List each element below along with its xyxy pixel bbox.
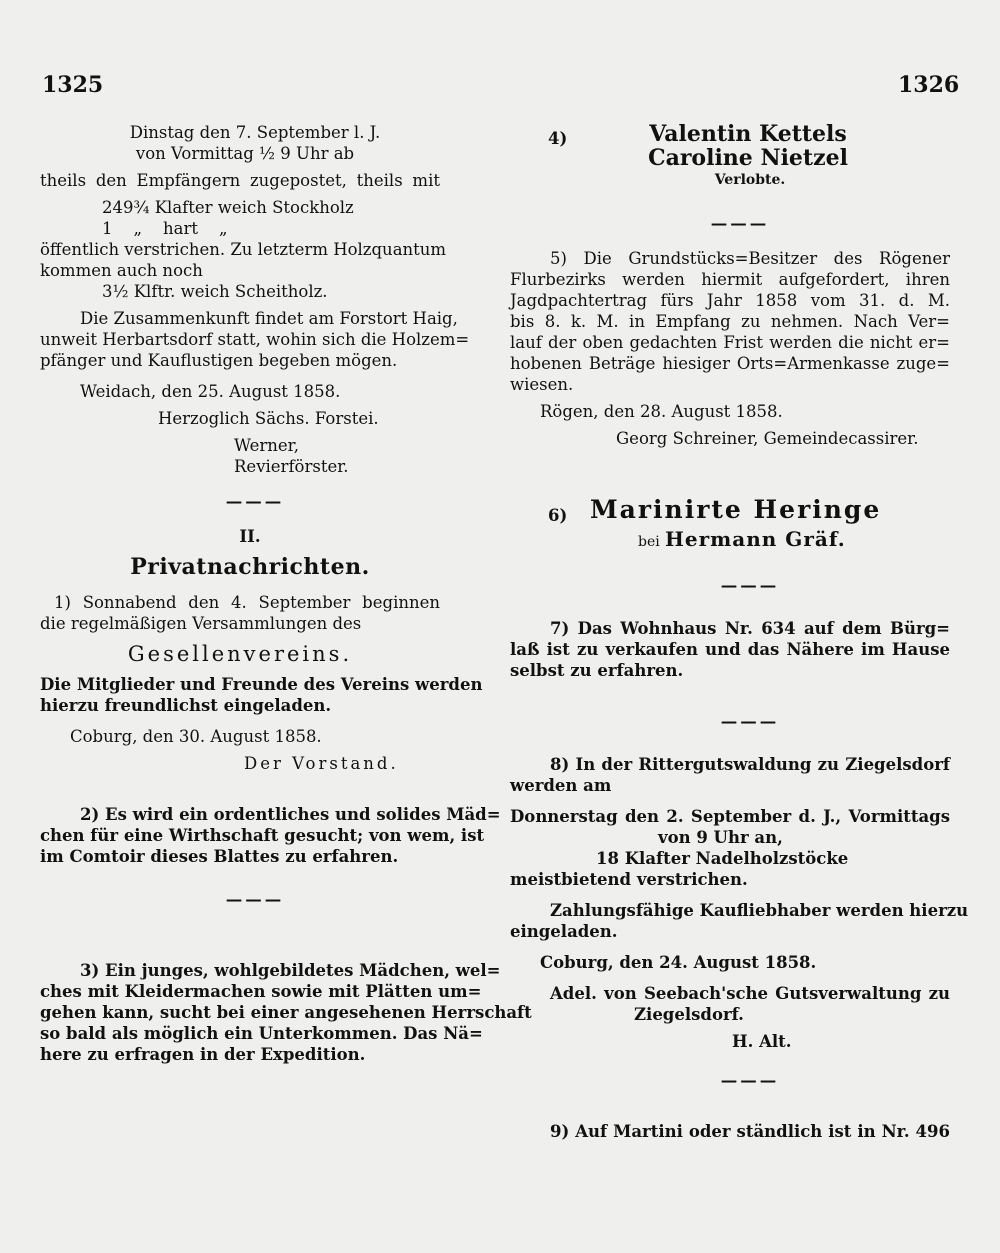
auction-time-line: von 9 Uhr an, [658,828,783,847]
notice-line: bis 8. k. M. in Empfang zu nehmen. Nach Ver= [510,312,950,331]
seller-name: Hermann Gräf. [664,527,846,551]
separator: ——— [720,1071,780,1090]
item-number: 6) [548,506,568,525]
auction-intro-line: theils den Empfängern zugepostet, theils mit [40,171,440,190]
signer-name: H. Alt. [732,1032,792,1051]
notice-line: Zahlungsfähige Kaufliebhaber werden hierzu [550,901,969,920]
notice-line: 3) Ein junges, wohlgebildetes Mädchen, wel= [80,961,501,980]
separator: ——— [720,576,780,595]
notice-line: 1) Sonnabend den 4. September beginnen [54,593,440,612]
separator: ——— [225,890,285,909]
signer-name: Werner, [234,436,299,455]
notice-line: 2) Es wird ein ordentliches und solides Mäd= [80,805,501,824]
signer-name: Georg Schreiner, Gemeindecassirer. [616,429,919,448]
separator: ——— [225,492,285,511]
wood-quantity-line: 249¾ Klafter weich Stockholz [102,198,354,217]
society-name: Gesellenvereins. [127,642,353,666]
issuing-office: Ziegelsdorf. [634,1005,744,1024]
notice-line: gehen kann, sucht bei einer angesehenen Herrschaft [40,1003,532,1022]
wood-quantity-line: 18 Klafter Nadelholzstöcke [596,849,849,868]
notice-line: laß ist zu verkaufen und das Nähere im Hause [510,640,950,659]
meeting-line: pfänger und Kauflustigen begeben mögen. [40,351,398,370]
product-name: Marinirte Heringe [590,495,882,524]
place-date: Coburg, den 30. August 1858. [70,727,322,746]
auction-date-line: Dinstag den 7. September l. J. [129,123,381,142]
meeting-line: Die Zusammenkunft findet am Forstort Haig, [80,309,458,328]
engagement-status: Verlobte. [714,172,786,188]
notice-line: here zu erfragen in der Expedition. [40,1045,366,1064]
notice-line: lauf der oben gedachten Frist werden die nicht er= [510,333,950,352]
notice-line: hierzu freundlichst eingeladen. [40,696,332,715]
auction-date-line: Donnerstag den 2. September d. J., Vormittags [510,807,950,826]
auction-text-line: öffentlich verstrichen. Zu letzterm Holzquantum [40,240,447,259]
notice-line: selbst zu erfahren. [510,661,684,680]
auction-text-line: kommen auch noch [40,261,203,280]
notice-line: 8) In der Rittergutswaldung zu Ziegelsdorf [550,755,950,774]
engaged-name: Valentin Kettels [649,121,847,147]
meeting-line: unweit Herbartsdorf statt, wohin sich die Holzem= [40,330,470,349]
notice-line: Flurbezirks werden hiermit aufgefordert, ihren [510,270,950,289]
engaged-name: Caroline Nietzel [648,145,848,171]
place-date: Rögen, den 28. August 1858. [540,402,783,421]
notice-line: meistbietend verstrichen. [510,870,748,889]
signer-title: Revierförster. [234,457,349,476]
notice-line: eingeladen. [510,922,618,941]
notice-line: 7) Das Wohnhaus Nr. 634 auf dem Bürg= [550,619,950,638]
seller-prefix: bei [638,534,660,550]
issuing-office: Herzoglich Sächs. Forstei. [158,409,379,428]
section-number: II. [239,527,261,546]
section-title: Privatnachrichten. [130,554,370,580]
notice-line: ches mit Kleidermachen sowie mit Plätten um= [40,982,482,1001]
wood-quantity-line: 3½ Klftr. weich Scheitholz. [102,282,328,301]
notice-line: wiesen. [510,375,574,394]
notice-line: 9) Auf Martini oder ständlich ist in Nr. 496 [550,1122,950,1141]
left-column [40,122,532,1065]
item-number: 4) [548,129,568,148]
auction-time-line: von Vormittag ½ 9 Uhr ab [135,144,355,163]
notice-line: im Comtoir dieses Blattes zu erfahren. [40,847,399,866]
page-number-left: 1325 [42,72,104,98]
seller-line [510,529,950,553]
notice-line: Jagdpachtertrag fürs Jahr 1858 vom 31. d. M. [510,291,950,310]
separator: ——— [710,214,770,233]
wood-quantity-line: 1 „ hart „ [102,219,228,238]
place-date: Weidach, den 25. August 1858. [80,382,341,401]
engagement-notice [510,122,950,191]
notice-line: die regelmäßigen Versammlungen des [40,614,362,633]
separator: ——— [720,712,780,731]
notice-line: werden am [510,776,612,795]
notice-line: so bald als möglich ein Unterkommen. Das Nä= [40,1024,483,1043]
place-date: Coburg, den 24. August 1858. [540,953,817,972]
right-column [510,121,969,1142]
notice-line: chen für eine Wirthschaft gesucht; von wem, ist [40,826,485,845]
page-number-right: 1326 [898,72,960,98]
notice-line: Die Mitglieder und Freunde des Vereins werden [40,675,483,694]
herring-advert [510,495,950,529]
notice-line: 5) Die Grundstücks=Besitzer des Rögener [550,249,950,268]
issuing-office: Adel. von Seebach'sche Gutsverwaltung zu [550,984,950,1003]
notice-line: hobenen Beträge hiesiger Orts=Armenkasse zuge= [510,354,950,373]
signer-name: Der Vorstand. [244,754,399,773]
